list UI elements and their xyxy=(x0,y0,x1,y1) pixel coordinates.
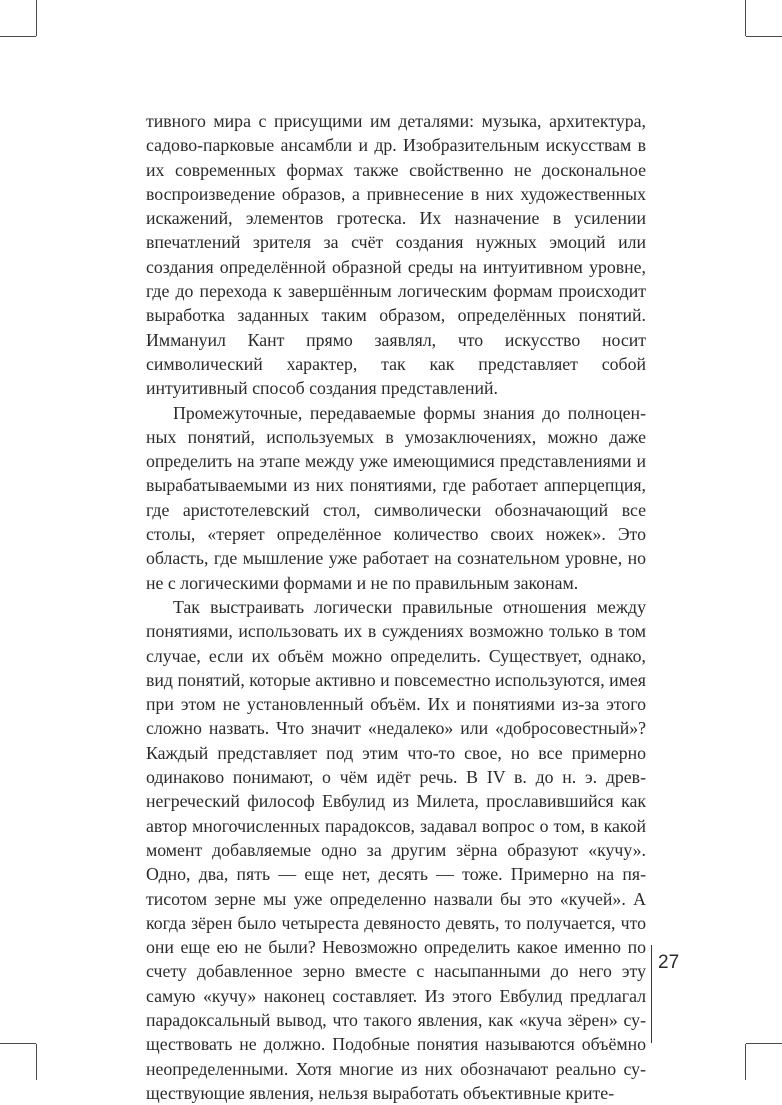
folio-rule xyxy=(651,945,652,1043)
body-text xyxy=(146,109,646,1105)
paragraph: тивного мира с присущими им деталями: музыка, архитектура, садово-парковые ансамбли и др. Изобразительным искусствам в их современных формах также свойственно не доскональное воспроизведение образов, а привнесение в них художественных искажений, элементов гротеска. Их назначение в усилении впечатлений зрителя за счёт создания нужных эмоций или создания определённой образной среды на интуитивном уровне, где до перехода к завершённым логическим формам происходит выработка заданных таким образом, определённых понятий. Иммануил Кант прямо заявлял, что искусство носит символический характер, так как представляет собой интуитивный способ создания представлений. xyxy=(146,111,646,399)
page-number: 27 xyxy=(658,952,680,973)
paragraph: Промежуточные, передаваемые формы знания до полноценных понятий, используемых в умозаключениях, можно даже определить на этапе между уже имеющимися представлениями и вырабатываемыми из них понятиями, где работает апперцепция, где аристотелевский стол, символически обозначающий все столы, «теряет определённое количество своих ножек». Это область, где мышление уже работает на сознательном уровне, но не с логическими формами и не по правильным законам. xyxy=(146,402,646,593)
paragraph: Так выстраивать логически правильные отношения между понятиями, использовать их в суждениях возможно только в том случае, если их объём можно определить. Существует, однако, вид понятий, которые активно и повсеместно используются, имея при этом не установленный объём. Их и понятиями из-за этого сложно назвать. Что значит «недалеко» или «добросовестный»? Каждый представляет под этим что-то свое, но все примерно одинаково понимают, о чём идёт речь. В IV в. до н. э. древнегреческий философ Евбулид из Милета, прославившийся как автор многочисленных парадоксов, задавал вопрос о том, в какой момент добавляемые одно за другим зёрна образуют «кучу». Одно, два, пять — еще нет, десять — тоже. Примерно на пятисотом зерне мы уже определенно назвали бы это «кучей». А когда зёрен было четыреста девяносто девять, то получается, что они еще ею не были? Невозможно определить какое именно по счету добавленное зерно вместе с насыпанными до него эту самую «кучу» наконец составляет. Из этого Евбулид предлагал парадоксальный вывод, что такого явления, как «куча зёрен» существовать не должно. Подобные понятия называются объёмно неопределенными. Хотя многие из них обозначают реально существующие явления, нельзя выработать объективные крите- xyxy=(146,596,646,1103)
crop-mark xyxy=(745,0,746,36)
crop-mark xyxy=(0,1043,36,1044)
crop-mark xyxy=(0,36,36,37)
crop-mark xyxy=(746,1043,782,1044)
crop-mark xyxy=(745,1044,746,1080)
crop-mark xyxy=(36,1044,37,1080)
crop-mark xyxy=(746,36,782,37)
crop-mark xyxy=(36,0,37,36)
